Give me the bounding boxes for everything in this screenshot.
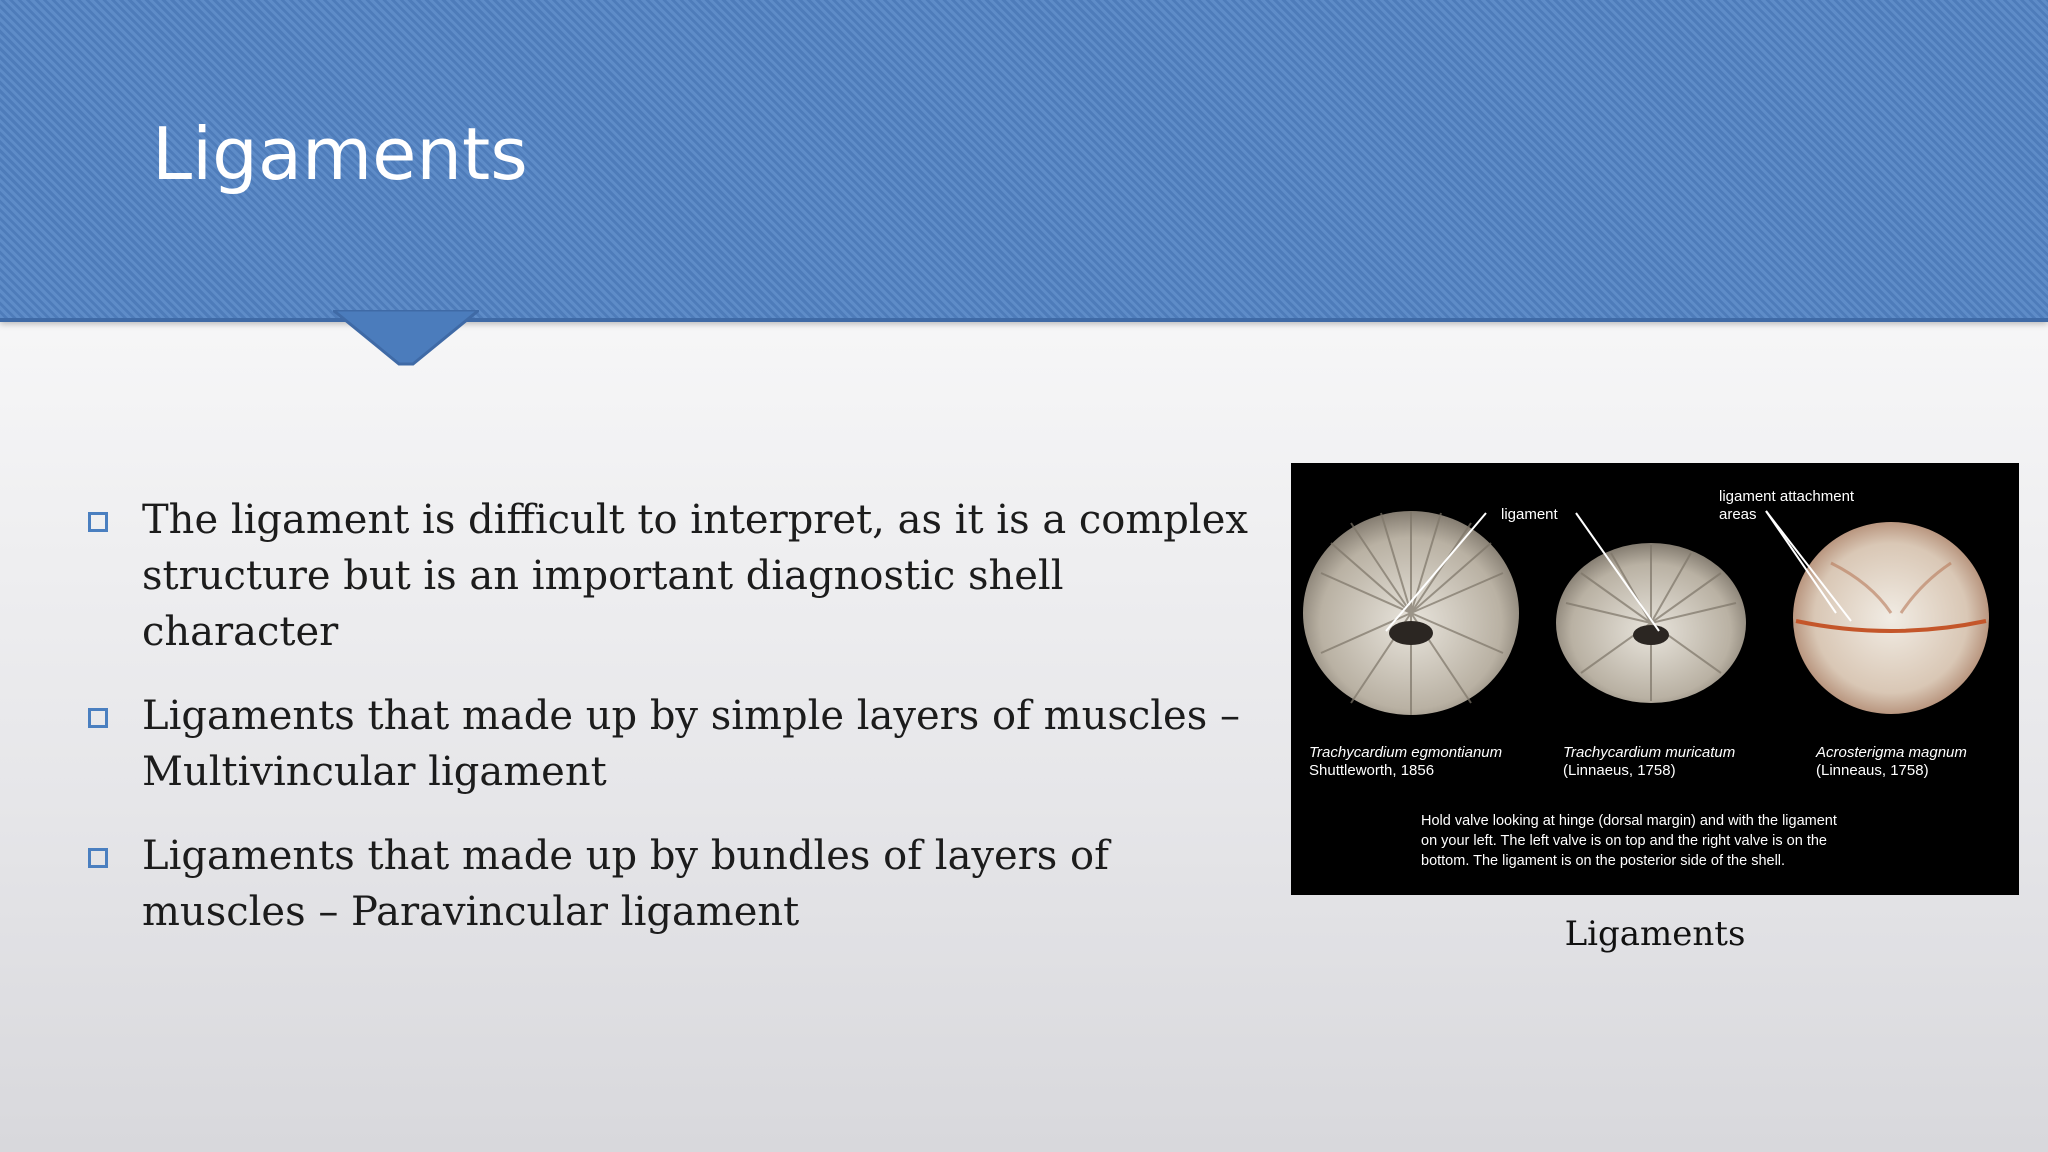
shell-figure	[1291, 463, 2019, 895]
attachment-label-line1: ligament attachment	[1719, 488, 1855, 505]
shell-2-drawing	[1556, 513, 1746, 703]
figure-note-line: bottom. The ligament is on the posterior side of the shell.	[1421, 853, 1786, 869]
shell-2-species: Trachycardium muricatum	[1563, 744, 1736, 761]
figure-caption: Ligaments	[1564, 914, 1746, 954]
attachment-label-line2: areas	[1719, 506, 1757, 523]
bullet-text: Ligaments that made up by simple layers of muscles – Multivincular ligament	[142, 693, 1240, 795]
banner-notch	[333, 310, 479, 368]
shell-1-species: Trachycardium egmontianum	[1309, 744, 1503, 761]
square-bullet-icon	[88, 848, 108, 868]
bullet-item	[84, 688, 1264, 800]
bullet-list	[84, 492, 1264, 968]
ligament-label: ligament	[1501, 506, 1558, 523]
shell-1-drawing	[1303, 511, 1519, 715]
shell-illustration	[1291, 463, 2019, 895]
shell-3-drawing	[1766, 511, 1989, 714]
slide-title: Ligaments	[152, 112, 528, 196]
bullet-text: The ligament is difficult to interpret, as it is a complex structure but is an important diagnostic shell character	[142, 497, 1248, 655]
bullet-item	[84, 828, 1264, 940]
bullet-text: Ligaments that made up by bundles of layers of muscles – Paravincular ligament	[142, 833, 1109, 935]
shell-1-author: Shuttleworth, 1856	[1309, 762, 1435, 779]
figure-note-line: Hold valve looking at hinge (dorsal margin) and with the ligament	[1421, 813, 1837, 829]
square-bullet-icon	[88, 512, 108, 532]
shell-2-author: (Linnaeus, 1758)	[1563, 762, 1676, 779]
figure-note-line: on your left. The left valve is on top and the right valve is on the	[1421, 833, 1827, 849]
bullet-item	[84, 492, 1264, 660]
shell-3-species: Acrosterigma magnum	[1816, 744, 1967, 761]
square-bullet-icon	[88, 708, 108, 728]
shell-3-author: (Linneaus, 1758)	[1816, 762, 1929, 779]
